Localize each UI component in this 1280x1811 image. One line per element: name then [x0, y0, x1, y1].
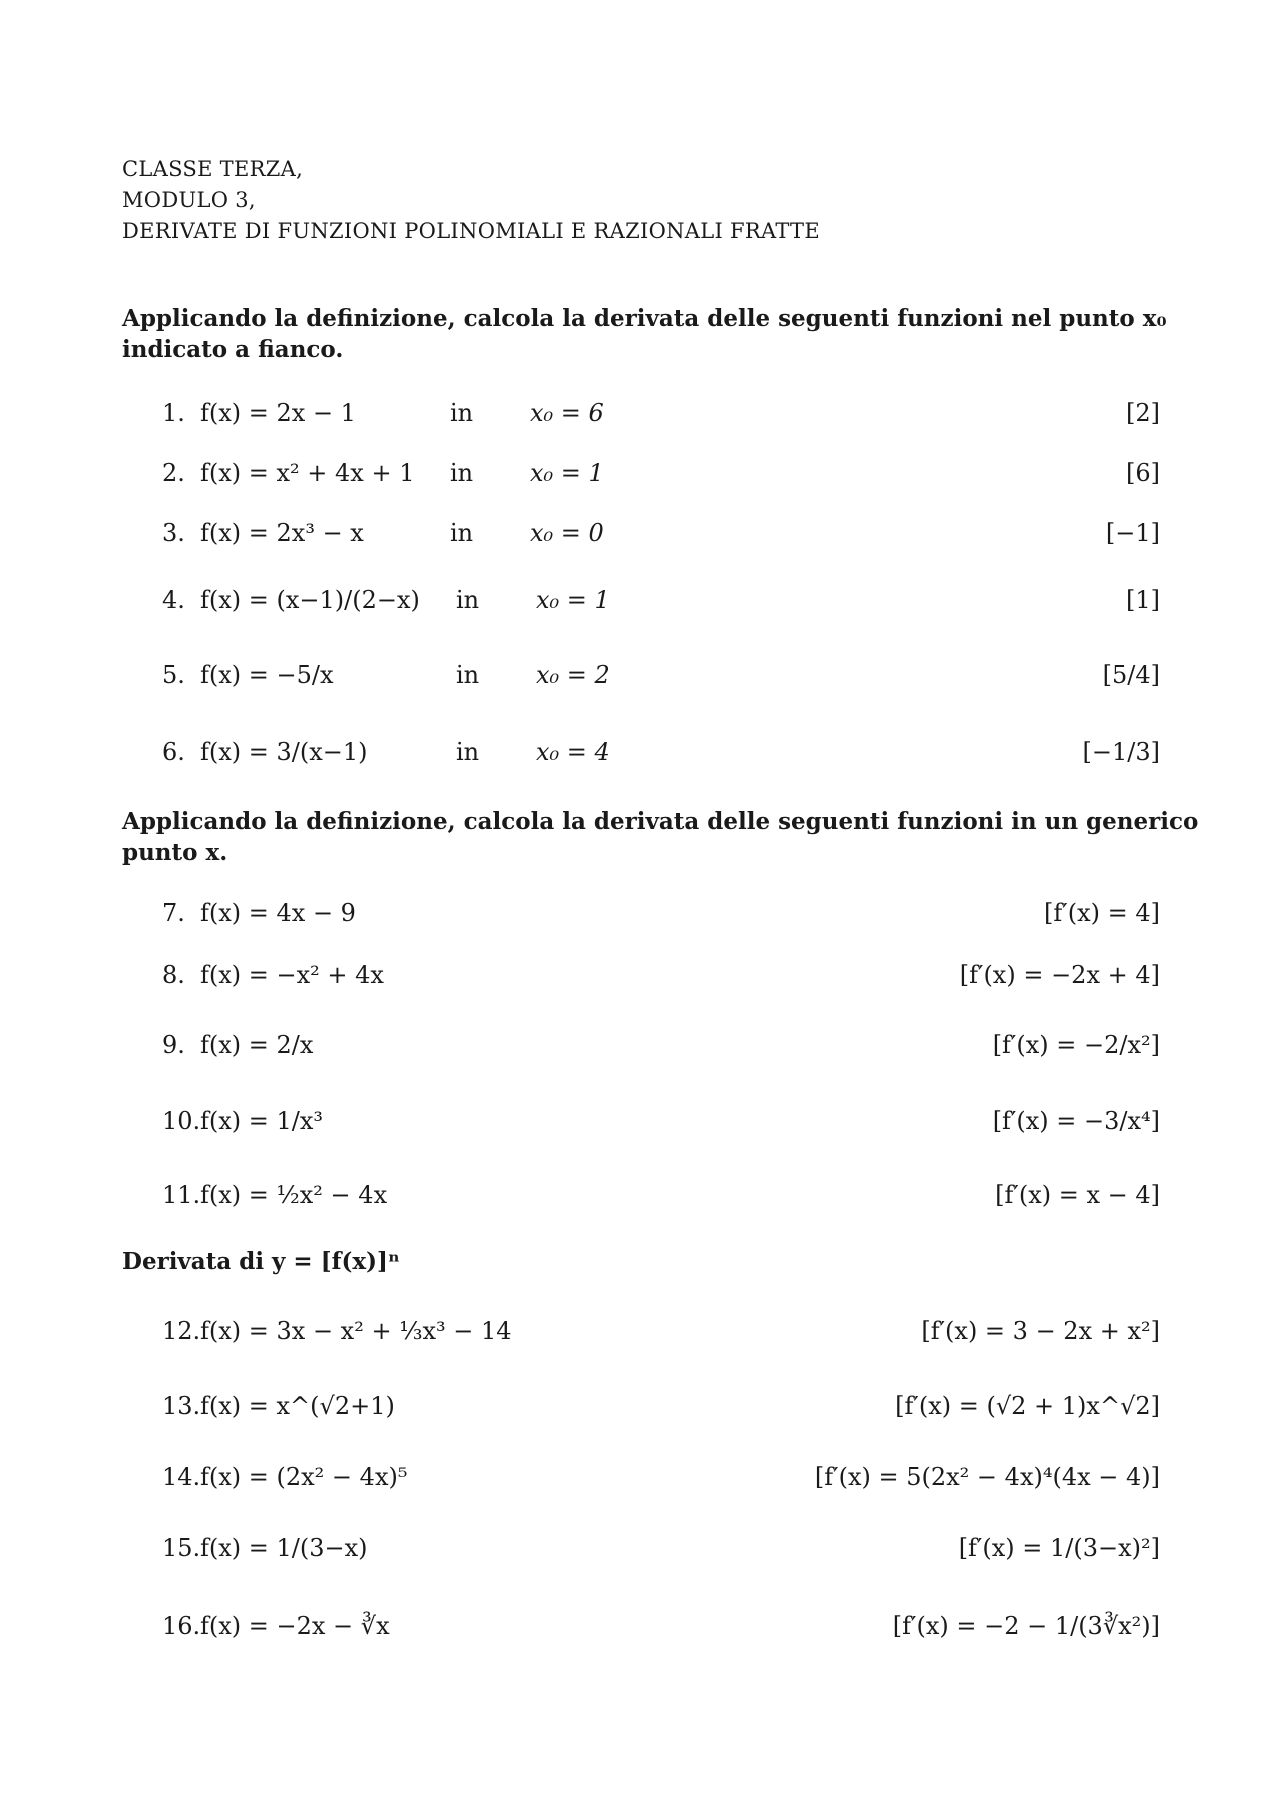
exercise-answer: [−1] [1105, 519, 1160, 547]
exercise-row [0, 655, 1280, 695]
exercise-function: f(x) = −2x − ∛x [200, 1612, 390, 1640]
exercise-function: f(x) = 1/x³ [200, 1107, 324, 1135]
exercise-row [0, 1606, 1280, 1646]
exercise-row [0, 453, 1280, 493]
exercise-number: 9. [162, 1031, 185, 1059]
exercise-number: 11. [162, 1181, 201, 1209]
exercise-row [0, 580, 1280, 620]
header-topic: DERIVATE DI FUNZIONI POLINOMIALI E RAZIONALI FRATTE [122, 219, 820, 243]
exercise-row [0, 1311, 1280, 1351]
exercise-point: x₀ = 1 [536, 586, 610, 614]
exercise-row [0, 513, 1280, 553]
exercise-function: f(x) = −5/x [200, 661, 334, 689]
exercise-number: 15. [162, 1534, 201, 1562]
exercise-function: f(x) = ½x² − 4x [200, 1181, 388, 1209]
exercise-row [0, 1101, 1280, 1141]
exercise-number: 5. [162, 661, 185, 689]
exercise-function: f(x) = x^(√2+1) [200, 1392, 395, 1420]
exercise-function: f(x) = (x−1)/(2−x) [200, 586, 420, 614]
exercise-number: 14. [162, 1463, 201, 1491]
exercise-function: f(x) = 2/x [200, 1031, 314, 1059]
in-label: in [450, 399, 474, 427]
exercise-number: 1. [162, 399, 185, 427]
section1-line2: indicato a fianco. [122, 336, 344, 363]
in-label: in [456, 738, 480, 766]
exercise-row [0, 1175, 1280, 1215]
exercise-answer: [f′(x) = −2/x²] [992, 1031, 1160, 1059]
section1-line1: Applicando la definizione, calcola la derivata delle seguenti funzioni nel punto x₀ [122, 305, 1167, 332]
exercise-point: x₀ = 0 [530, 519, 604, 547]
in-label: in [456, 661, 480, 689]
exercise-answer: [f′(x) = −2x + 4] [959, 961, 1160, 989]
exercise-row [0, 1025, 1280, 1065]
section2-instructions [122, 806, 1198, 868]
exercise-row [0, 955, 1280, 995]
header-class: CLASSE TERZA, [122, 157, 304, 181]
in-label: in [450, 519, 474, 547]
exercise-number: 10. [162, 1107, 201, 1135]
exercise-number: 13. [162, 1392, 201, 1420]
exercise-answer: [f′(x) = (√2 + 1)x^√2] [895, 1392, 1160, 1420]
in-label: in [456, 586, 480, 614]
document-header [122, 154, 820, 247]
in-label: in [450, 459, 474, 487]
section3-title-text: Derivata di y = [f(x)]ⁿ [122, 1248, 400, 1275]
exercise-answer: [2] [1126, 399, 1160, 427]
exercise-answer: [−1/3] [1082, 738, 1160, 766]
exercise-number: 2. [162, 459, 185, 487]
exercise-function: f(x) = 3/(x−1) [200, 738, 368, 766]
exercise-point: x₀ = 6 [530, 399, 604, 427]
section3-title [122, 1246, 400, 1277]
exercise-number: 7. [162, 899, 185, 927]
exercise-answer: [f′(x) = 3 − 2x + x²] [921, 1317, 1160, 1345]
exercise-answer: [f′(x) = 4] [1044, 899, 1160, 927]
exercise-function: f(x) = 1/(3−x) [200, 1534, 368, 1562]
section2-line1: Applicando la definizione, calcola la derivata delle seguenti funzioni in un generico [122, 808, 1199, 835]
exercise-function: f(x) = 4x − 9 [200, 899, 356, 927]
section2-line2: punto x. [122, 839, 228, 866]
exercise-number: 16. [162, 1612, 201, 1640]
exercise-answer: [f′(x) = −2 − 1/(3∛x²)] [892, 1612, 1160, 1640]
exercise-number: 4. [162, 586, 185, 614]
exercise-answer: [f′(x) = x − 4] [995, 1181, 1160, 1209]
exercise-function: f(x) = 3x − x² + ⅓x³ − 14 [200, 1317, 512, 1345]
exercise-function: f(x) = 2x³ − x [200, 519, 364, 547]
exercise-function: f(x) = (2x² − 4x)⁵ [200, 1463, 408, 1491]
exercise-row [0, 1528, 1280, 1568]
exercise-answer: [f′(x) = −3/x⁴] [992, 1107, 1160, 1135]
exercise-answer: [5/4] [1102, 661, 1160, 689]
exercise-number: 12. [162, 1317, 201, 1345]
exercise-row [0, 732, 1280, 772]
exercise-point: x₀ = 1 [530, 459, 604, 487]
exercise-number: 8. [162, 961, 185, 989]
exercise-row [0, 393, 1280, 433]
exercise-answer: [f′(x) = 1/(3−x)²] [958, 1534, 1160, 1562]
exercise-answer: [6] [1126, 459, 1160, 487]
exercise-function: f(x) = 2x − 1 [200, 399, 356, 427]
exercise-function: f(x) = −x² + 4x [200, 961, 384, 989]
exercise-number: 6. [162, 738, 185, 766]
exercise-point: x₀ = 4 [536, 738, 610, 766]
exercise-answer: [f′(x) = 5(2x² − 4x)⁴(4x − 4)] [814, 1463, 1160, 1491]
exercise-row [0, 1386, 1280, 1426]
exercise-row [0, 893, 1280, 933]
exercise-answer: [1] [1126, 586, 1160, 614]
header-module: MODULO 3, [122, 188, 256, 212]
section1-instructions [122, 303, 1167, 365]
exercise-number: 3. [162, 519, 185, 547]
exercise-point: x₀ = 2 [536, 661, 610, 689]
exercise-function: f(x) = x² + 4x + 1 [200, 459, 415, 487]
exercise-row [0, 1457, 1280, 1497]
